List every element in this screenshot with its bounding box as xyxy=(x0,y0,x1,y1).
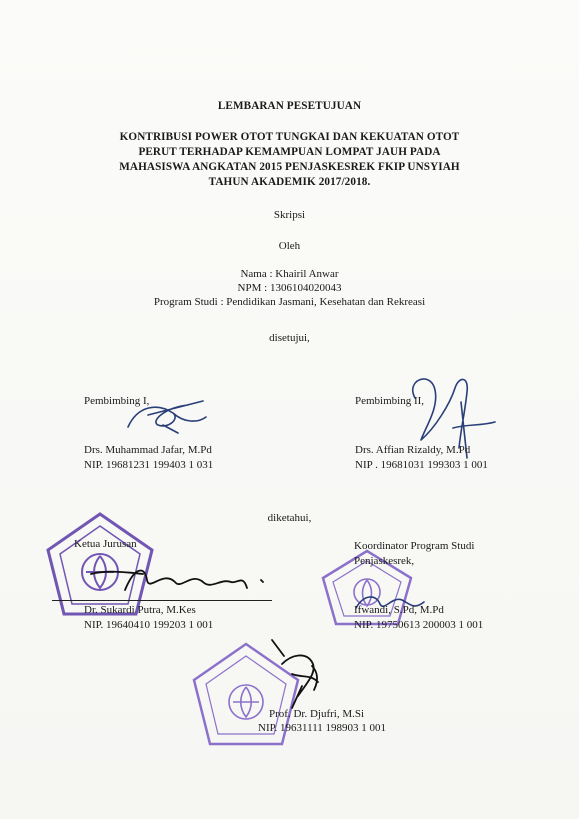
coordinator-role-line2: Penjaskesrek, xyxy=(354,555,415,567)
advisor1-nip: NIP. 19681231 199403 1 031 xyxy=(84,459,214,471)
coordinator-name: Ifwandi, S.Pd, M.Pd xyxy=(354,604,444,616)
head-dept-signature-line xyxy=(52,600,272,601)
advisor1-role: Pembimbing I, xyxy=(84,395,150,407)
advisor1-name: Drs. Muhammad Jafar, M.Pd xyxy=(84,444,212,456)
acknowledged-label: diketahui, xyxy=(267,512,312,524)
student-npm: NPM : 1306104020043 xyxy=(237,282,342,294)
student-name: Nama : Khairil Anwar xyxy=(240,268,339,280)
approved-label: disetujui, xyxy=(269,332,310,344)
advisor2-nip: NIP . 19681031 199303 1 001 xyxy=(355,459,488,471)
thesis-title-line-3: MAHASISWA ANGKATAN 2015 PENJASKESREK FKIP UNSYIAH xyxy=(119,161,460,173)
head-dept-signature xyxy=(85,560,275,600)
coordinator-nip: NIP. 19750613 200003 1 001 xyxy=(354,619,484,631)
thesis-title-line-4: TAHUN AKADEMIK 2017/2018. xyxy=(208,176,371,188)
head-dept-name: Dr. Sukardi Putra, M.Kes xyxy=(84,604,196,616)
document-type: Skripsi xyxy=(273,209,306,221)
dean-name: Prof. Dr. Djufri, M.Si xyxy=(269,708,365,720)
by-label: Oleh xyxy=(278,240,301,252)
page-heading: LEMBARAN PESETUJUAN xyxy=(217,100,362,112)
advisor1-signature xyxy=(118,395,213,440)
dean-signature xyxy=(262,634,342,714)
head-dept-role: Ketua Jurusan xyxy=(74,538,137,550)
thesis-title-line-2: PERUT TERHADAP KEMAMPUAN LOMPAT JAUH PADA xyxy=(138,146,441,158)
advisor2-role: Pembimbing II, xyxy=(355,395,425,407)
thesis-title-line-1: KONTRIBUSI POWER OTOT TUNGKAI DAN KEKUATAN OTOT xyxy=(119,131,460,143)
coordinator-role-line1: Koordinator Program Studi xyxy=(354,540,475,552)
dean-nip: NIP. 19631111 198903 1 001 xyxy=(258,722,387,734)
advisor2-name: Drs. Affian Rizaldy, M.Pd xyxy=(355,444,471,456)
head-dept-nip: NIP. 19640410 199203 1 001 xyxy=(84,619,214,631)
student-program: Program Studi : Pendidikan Jasmani, Kesehatan dan Rekreasi xyxy=(153,296,426,308)
